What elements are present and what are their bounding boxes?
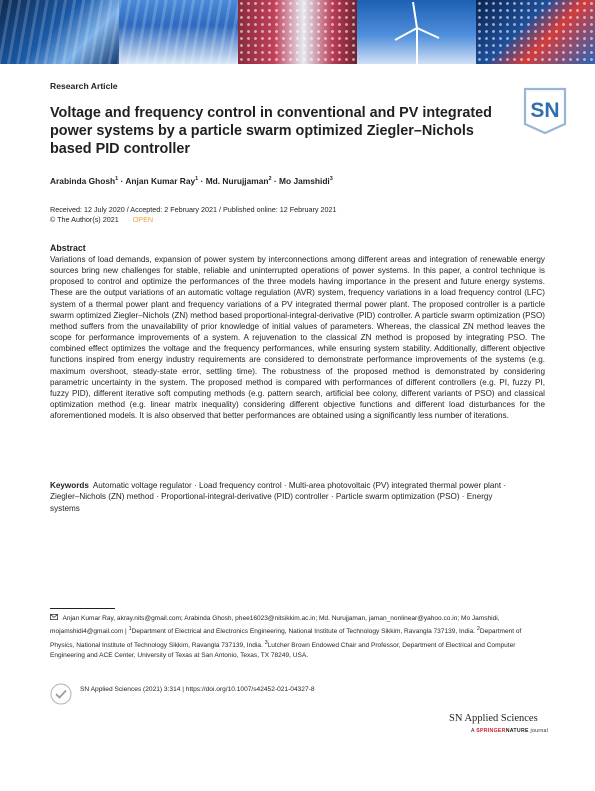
author-name[interactable]: Anjan Kumar Ray bbox=[125, 176, 196, 186]
publisher-line bbox=[471, 728, 548, 734]
copyright-line bbox=[50, 215, 153, 224]
sn-logo bbox=[522, 86, 568, 136]
article-title: Voltage and frequency control in conventional and PV integrated power systems by a particle swarm optimized Ziegler–Nichols based PID controller bbox=[50, 105, 492, 157]
footnote bbox=[50, 614, 545, 661]
author-separator: · bbox=[198, 176, 206, 186]
check-for-updates-icon[interactable] bbox=[50, 683, 72, 705]
envelope-icon bbox=[50, 615, 62, 622]
open-access-badge[interactable]: OPEN bbox=[132, 215, 154, 224]
author-list bbox=[50, 176, 333, 186]
footnote-rule bbox=[50, 608, 115, 609]
banner-image-cells bbox=[238, 0, 357, 64]
affiliation-3-number: 3 bbox=[264, 639, 268, 646]
author-affiliation: 2 bbox=[268, 176, 272, 183]
publisher-prefix: A bbox=[471, 728, 477, 734]
sn-logo-text: SN bbox=[530, 99, 560, 122]
affiliation-3: Lutcher Brown Endowed Chair and Professor, Department of Electrical and Computer Engineering and ACE Center, University of Texas at San Antonio, Texas, TX 78249, USA. bbox=[50, 641, 516, 659]
author-affiliation: 1 bbox=[195, 176, 199, 183]
author-name[interactable]: Md. Nurujjaman bbox=[205, 176, 269, 186]
journal-citation: SN Applied Sciences (2021) 3:314 | https://doi.org/10.1007/s42452-021-04327-8 bbox=[80, 686, 315, 693]
copyright-text: © The Author(s) 2021 bbox=[50, 215, 119, 224]
header-banner bbox=[0, 0, 595, 64]
abstract-heading: Abstract bbox=[50, 243, 86, 253]
abstract-body: Variations of load demands, expansion of power system by interconnections among different areas and integration of renewable energy sources bring new challenges for stable, reliable and uninterrupted operations of power systems. In this paper, a control technique is proposed to control and optimize the performances of the three models having importance in the present and future energy systems. These are the output variations of an automatic voltage regulation (AVR) system, frequency variations in a load frequency control (LFC) system of a thermal power plant and frequency variations of a PV integrated thermal power plant. The proposed controller is a particle swarm optimized Ziegler–Nichols (ZN) method based proportional-integral-derivative (PID) controller. A particle swarm optimization (PSO) method suffers from the unavailability of prior knowledge of initial values of parameters. Whereas, the classical ZN method leaves the scope for performance improvements of a system. A rejuvenation to the classical ZN method is proposed by integrating PSO. The combined effect optimizes the voltage and the frequency performances, while ensuring system stability. Additionally, different objective functions inspired from energy industry requirements are considered to demonstrate performance improvements of the systems (e.g. maximum overshoot, steady-state error, settling time). The robustness of the proposed method is demonstrated by considering parametric uncertainty in the system. The proposed method is compared with performances of different controllers (e.g. PI, fuzzy PI, fuzzy PID), different iterative soft computing methods (e.g. pattern search, artificial bee colony, different variants of PSO) and classical optimization method (e.g. linear matrix inequality) considering different objective functions and different load disturbances for the aforementioned models. It is also observed that better performances are obtained using a significantly less number of iterations. bbox=[50, 255, 545, 421]
publication-dates: Received: 12 July 2020 / Accepted: 2 February 2021 / Published online: 12 February 2021 bbox=[50, 205, 337, 214]
banner-image-pipes bbox=[119, 0, 238, 64]
publisher-suffix: journal bbox=[528, 728, 549, 734]
affiliation-1: Department of Electrical and Electronics Engineering, National Institute of Technology Sikkim, Ravangla 737139, India. bbox=[131, 628, 477, 636]
affiliation-2-number: 2 bbox=[476, 626, 480, 633]
keywords-label: Keywords bbox=[50, 481, 89, 490]
banner-image-wind-turbine bbox=[357, 0, 476, 64]
keywords-section bbox=[50, 480, 520, 514]
author-separator: · bbox=[271, 176, 280, 186]
author-separator: · bbox=[118, 176, 126, 186]
banner-image-lab bbox=[0, 0, 119, 64]
author-affiliation: 1 bbox=[115, 176, 119, 183]
affiliation-1-number: 1 bbox=[128, 626, 132, 633]
author-name[interactable]: Mo Jamshidi bbox=[279, 176, 330, 186]
author-name[interactable]: Arabinda Ghosh bbox=[50, 176, 116, 186]
publisher-nature: NATURE bbox=[505, 728, 529, 734]
correspondence-emails: Anjan Kumar Ray, akray.nits@gmail.com; Arabinda Ghosh, phee16023@nitsikkim.ac.in; Md. Nurujjaman, jaman_nonlinear@yahoo.co.in; Mo Jamshidi, mojamshidi4@gmail.com | bbox=[50, 615, 500, 636]
banner-image-abstract bbox=[476, 0, 595, 64]
publisher-springer: SPRINGER bbox=[476, 728, 506, 734]
author-affiliation: 3 bbox=[329, 176, 333, 183]
journal-name: SN Applied Sciences bbox=[449, 713, 538, 724]
affiliation-2: Department of Physics, National Institute of Technology Sikkim, Ravangla 737139, India. bbox=[50, 628, 522, 649]
keywords-text: Automatic voltage regulator · Load frequency control · Multi-area photovoltaic (PV) integrated thermal power plant · Ziegler–Nichols (ZN) method · Proportional-integral-derivative (PID) controller · Particle swarm optimization (PSO) · Energy systems bbox=[50, 481, 507, 513]
article-type: Research Article bbox=[50, 81, 118, 91]
